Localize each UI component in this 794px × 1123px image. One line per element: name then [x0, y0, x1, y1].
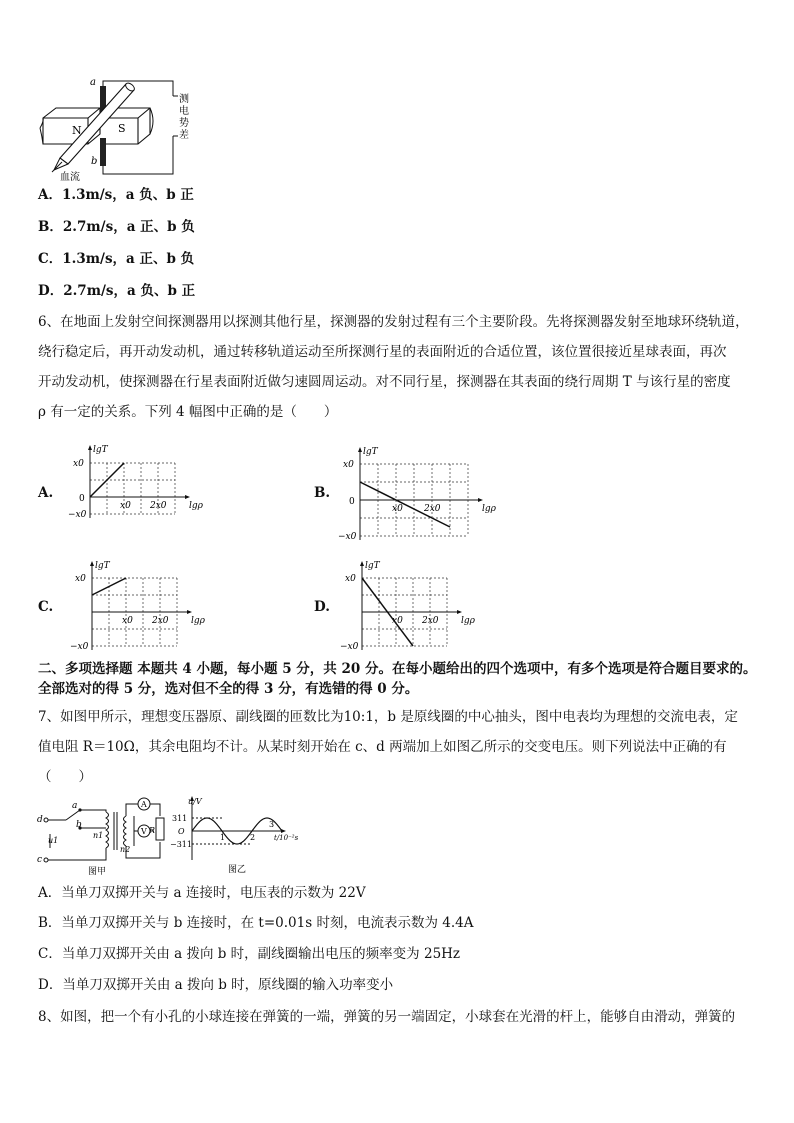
graph-c — [58, 556, 205, 652]
switch-a: a — [72, 801, 78, 811]
figure-yi-caption: 图乙 — [228, 865, 247, 875]
u-axis-label: u/V — [188, 797, 202, 806]
x-tick-2x0: 2x0 — [422, 616, 439, 626]
resistor-label: R — [149, 826, 156, 835]
q6-option-b: B. — [314, 485, 331, 501]
u1-label: u1 — [48, 836, 59, 845]
side-label-4: 差 — [179, 130, 189, 141]
q7-option-c: C．当单刀双掷开关由 a 拨向 b 时，副线圈输出电压的频率变为 25Hz — [38, 946, 461, 962]
origin-label: 0 — [79, 494, 85, 504]
section2-line-2: 全部选对的得 5 分，选对但不全的得 3 分，有选错的得 0 分。 — [38, 681, 419, 697]
terminal-c: c — [37, 855, 43, 865]
origin-O: O — [178, 827, 185, 836]
q5-option-c: C．1.3m/s，a 正、b 负 — [38, 251, 195, 267]
q6-line-2: 绕行稳定后，再开动发动机，通过转移轨道运动至所探测行星的表面附近的合适位置，该位置很接近星球表面，再次 — [38, 344, 727, 360]
label-b: b — [91, 156, 98, 167]
blood-flow-label: 血流 — [60, 172, 80, 183]
side-label-1: 测 — [179, 94, 189, 105]
y-axis-label: lgT — [95, 561, 110, 571]
q5-option-a: A．1.3m/s，a 负、b 正 — [38, 187, 194, 203]
switch-b: b — [76, 820, 82, 830]
q7-line-3: （ ） — [38, 769, 92, 785]
t-axis-label: t/10⁻²s — [274, 834, 299, 842]
graph-d — [338, 556, 488, 651]
origin-label: 0 — [349, 497, 355, 507]
t-tick-1: 1 — [220, 833, 226, 842]
tick-neg311: −311 — [170, 840, 192, 849]
q7-option-a: A．当单刀双掷开关与 a 连接时，电压表的示数为 22V — [38, 885, 366, 901]
y-axis-arrow — [90, 561, 94, 566]
graph-a — [58, 440, 203, 530]
x-axis-label: lgρ — [461, 616, 475, 626]
label-N: N — [72, 124, 82, 137]
ammeter-label: A — [141, 800, 147, 809]
y-tick-x0: x0 — [345, 574, 356, 584]
label-a: a — [90, 77, 96, 88]
x-tick-2x0: 2x0 — [150, 501, 167, 511]
x-axis-arrow — [185, 495, 190, 499]
figure-jia-caption: 图甲 — [88, 867, 107, 877]
y-axis-label: lgT — [93, 445, 108, 455]
y-tick-neg-x0: −x0 — [68, 510, 87, 520]
x-axis-arrow — [478, 498, 483, 502]
y-tick-neg-x0: −x0 — [340, 642, 359, 652]
x-axis-arrow — [457, 610, 462, 614]
x-axis-label: lgρ — [482, 504, 496, 514]
side-label-3: 势 — [179, 118, 189, 129]
q6-line-3: 开动发动机，使探测器在行星表面附近做匀速圆周运动。对不同行星，探测器在其表面的绕行周期 T 与该行星的密度 — [38, 374, 731, 390]
q6-option-d: D. — [314, 599, 330, 615]
t-tick-2: 2 — [250, 833, 256, 842]
side-label-2: 电 — [179, 106, 189, 117]
x-tick-2x0: 2x0 — [152, 616, 169, 626]
t-tick-3: 3 — [269, 820, 275, 829]
x-axis-label: lgρ — [191, 616, 205, 626]
flowmeter-figure — [38, 76, 198, 184]
voltmeter-label: V — [141, 827, 147, 836]
x-tick-x0: x0 — [392, 504, 403, 514]
y-tick-x0: x0 — [343, 460, 354, 470]
x-tick-x0: x0 — [120, 501, 131, 511]
tick-311: 311 — [172, 814, 188, 823]
q7-option-d: D．当单刀双掷开关由 a 拨向 b 时，原线圈的输入功率变小 — [38, 977, 394, 993]
sine-wave-figure — [170, 794, 310, 876]
q5-option-b: B．2.7m/s，a 正、b 负 — [38, 219, 195, 235]
q7-line-1: 7、如图甲所示，理想变压器原、副线圈的匝数比为10:1，b 是原线圈的中心抽头，图中电表均为理想的交流电表，定 — [38, 709, 738, 725]
q7-line-2: 值电阻 R＝10Ω，其余电阻均不计。从某时刻开始在 c、d 两端加上如图乙所示的交变电压。则下列说法中正确的有 — [38, 739, 727, 755]
q7-option-b: B．当单刀双掷开关与 b 连接时，在 t=0.01s 时刻，电流表示数为 4.4A — [38, 915, 474, 931]
y-axis-arrow — [88, 445, 92, 450]
y-tick-neg-x0: −x0 — [70, 642, 89, 652]
x-axis-label: lgρ — [189, 501, 203, 511]
y-tick-x0: x0 — [75, 574, 86, 584]
label-S: S — [118, 122, 126, 135]
q6-option-a: A. — [38, 485, 54, 501]
x-axis-arrow — [187, 610, 192, 614]
data-line — [92, 578, 126, 595]
x-tick-x0: x0 — [392, 616, 403, 626]
x-tick-x0: x0 — [122, 616, 133, 626]
terminal-d: d — [37, 815, 43, 825]
q6-line-1: 6、在地面上发射空间探测器用以探测其他行星，探测器的发射过程有三个主要阶段。先将探测器发射至地球环绕轨道， — [38, 314, 749, 330]
n1-label: n1 — [93, 831, 104, 840]
transformer-circuit-figure — [36, 796, 172, 876]
graph-b — [338, 442, 496, 547]
y-tick-neg-x0: −x0 — [338, 532, 357, 542]
section2-line-1: 二、多项选择题 本题共 4 小题，每小题 5 分，共 20 分。在每小题给出的四个选项中，有多个选项是符合题目要求的。 — [38, 661, 757, 677]
n2-label: n2 — [120, 845, 131, 854]
q8-line-1: 8、如图，把一个有小孔的小球连接在弹簧的一端，弹簧的另一端固定，小球套在光滑的杆上，能够自由滑动，弹簧的 — [38, 1009, 736, 1025]
y-axis-label: lgT — [363, 447, 378, 457]
q6-option-c: C. — [38, 599, 54, 615]
y-axis-arrow — [360, 561, 364, 566]
q6-line-4: ρ 有一定的关系。下列 4 幅图中正确的是（ ） — [38, 404, 338, 420]
y-axis-label: lgT — [365, 561, 380, 571]
y-axis-arrow — [358, 447, 362, 452]
x-tick-2x0: 2x0 — [424, 504, 441, 514]
y-tick-x0: x0 — [73, 459, 84, 469]
q5-option-d: D．2.7m/s，a 负、b 正 — [38, 283, 196, 299]
